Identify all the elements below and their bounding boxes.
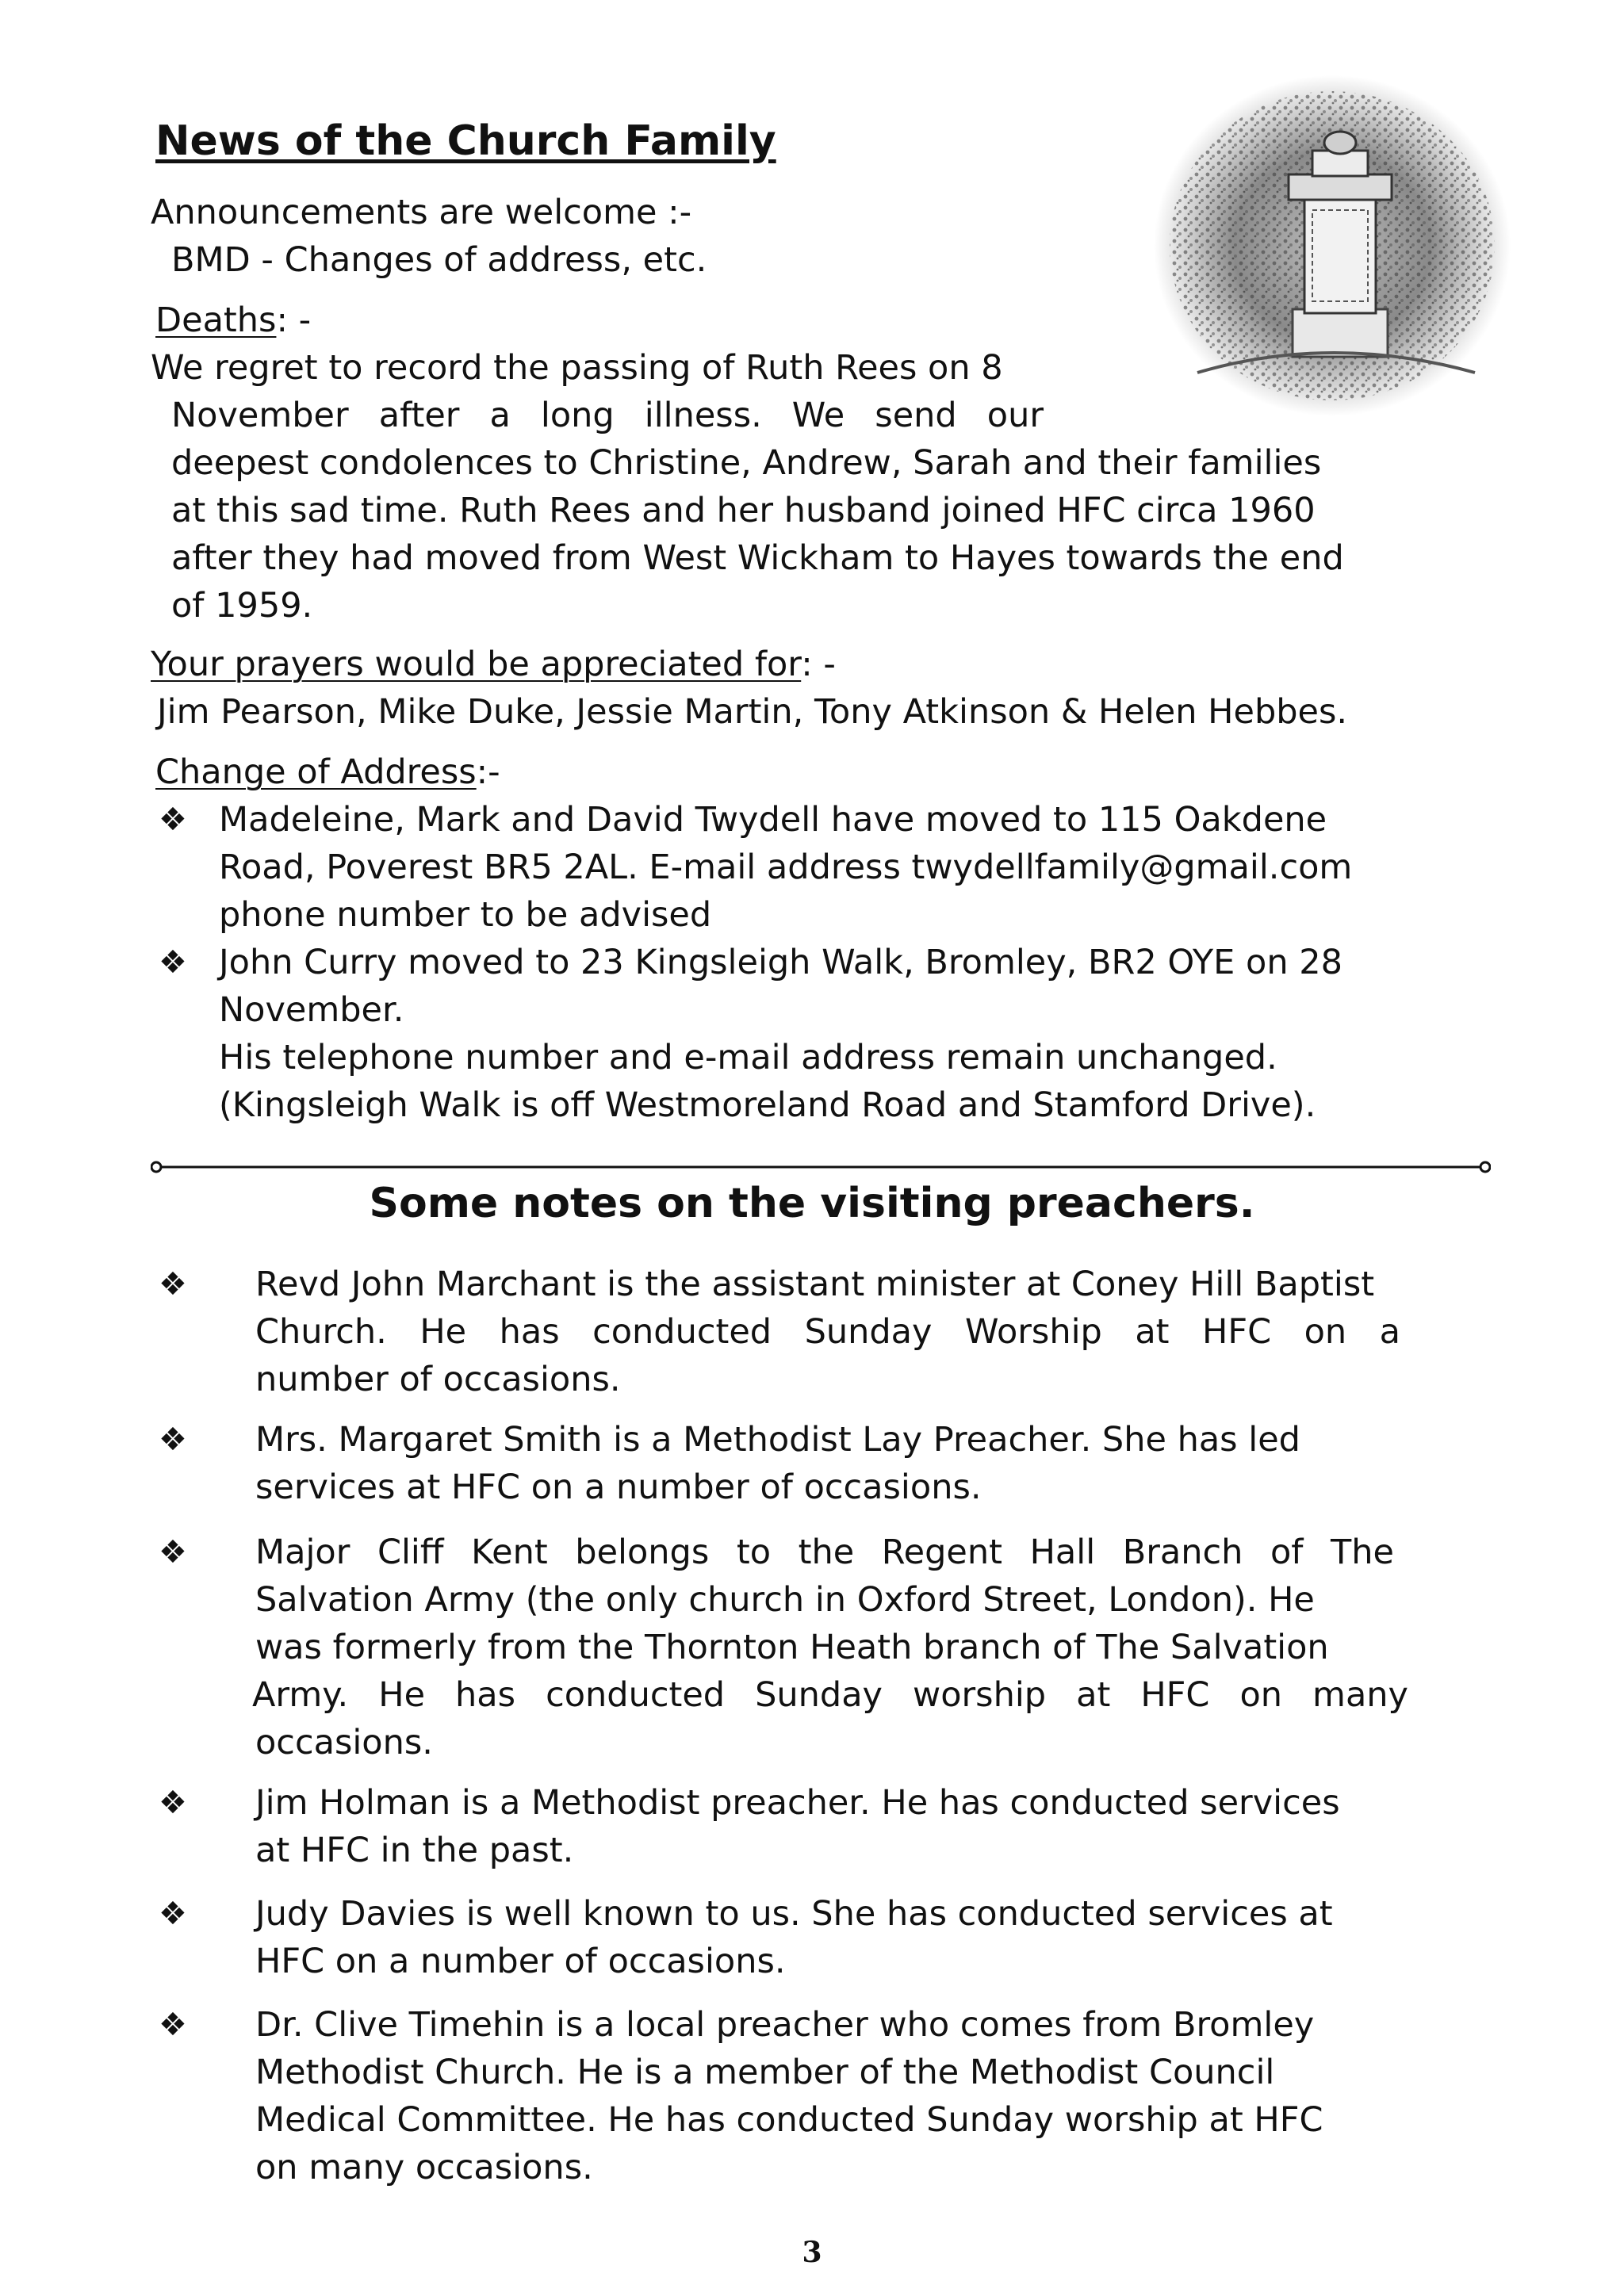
- deaths-line-1: We regret to record the passing of Ruth Rees on 8: [151, 348, 1003, 388]
- preacher-6-line-3: Medical Committee. He has conducted Sunday worship at HFC: [255, 2100, 1323, 2140]
- deaths-line-4: at this sad time. Ruth Rees and her husband joined HFC circa 1960: [171, 491, 1316, 530]
- address-item-2-line-3: His telephone number and e-mail address remain unchanged.: [219, 1038, 1277, 1077]
- preacher-2-line-1: Mrs. Margaret Smith is a Methodist Lay Preacher. She has led: [255, 1420, 1300, 1460]
- page-number: 3: [802, 2236, 822, 2269]
- preacher-1-line-2: Church. He has conducted Sunday Worship at HFC on a: [255, 1312, 1400, 1352]
- prayers-suffix: : -: [801, 645, 836, 684]
- page-title: News of the Church Family: [155, 117, 776, 165]
- preacher-3-line-4: Army. He has conducted Sunday worship at HFC on many: [252, 1675, 1408, 1715]
- preacher-6-line-2: Methodist Church. He is a member of the Methodist Council: [255, 2053, 1275, 2092]
- prayers-label: Your prayers would be appreciated for: [151, 645, 802, 684]
- preacher-2-line-2: services at HFC on a number of occasions.: [255, 1468, 982, 1507]
- deaths-line-5: after they had moved from West Wickham to Hayes towards the end: [171, 538, 1344, 578]
- church-font-illustration: [1150, 71, 1515, 420]
- bullet-icon: ❖: [159, 1896, 187, 1932]
- preacher-5-line-2: HFC on a number of occasions.: [255, 1942, 786, 1981]
- prayers-names: Jim Pearson, Mike Duke, Jessie Martin, Tony Atkinson & Helen Hebbes.: [157, 692, 1348, 732]
- section-divider: [151, 1159, 1491, 1175]
- preacher-3-line-3: was formerly from the Thornton Heath branch of The Salvation: [255, 1628, 1329, 1667]
- prayers-heading: [151, 641, 836, 688]
- address-suffix: :-: [476, 752, 500, 792]
- address-item-1-line-2: Road, Poverest BR5 2AL. E-mail address twydellfamily@gmail.com: [219, 848, 1353, 887]
- preacher-1-line-1: Revd John Marchant is the assistant minister at Coney Hill Baptist: [255, 1265, 1375, 1304]
- preacher-3-line-5: occasions.: [255, 1723, 433, 1762]
- bullet-icon: ❖: [159, 2007, 187, 2043]
- address-item-2-line-1: John Curry moved to 23 Kingsleigh Walk, Bromley, BR2 OYE on 28: [219, 943, 1342, 982]
- announcements-line-2: BMD - Changes of address, etc.: [171, 240, 707, 280]
- preacher-6-line-4: on many occasions.: [255, 2148, 593, 2187]
- deaths-heading: [155, 297, 311, 344]
- address-item-2-line-2: November.: [219, 990, 404, 1030]
- deaths-line-3: deepest condolences to Christine, Andrew, Sarah and their families: [171, 443, 1322, 483]
- bullet-icon: ❖: [159, 1534, 187, 1571]
- deaths-suffix: : -: [276, 300, 312, 340]
- address-item-2-line-4: (Kingsleigh Walk is off Westmoreland Road and Stamford Drive).: [219, 1085, 1316, 1125]
- preacher-1-line-3: number of occasions.: [255, 1360, 621, 1399]
- preacher-4-line-2: at HFC in the past.: [255, 1831, 574, 1870]
- bullet-icon: ❖: [159, 944, 187, 981]
- address-item-1-line-1: Madeleine, Mark and David Twydell have moved to 115 Oakdene: [219, 800, 1327, 840]
- preacher-4-line-1: Jim Holman is a Methodist preacher. He has conducted services: [255, 1783, 1340, 1823]
- announcements-line-1: Announcements are welcome :-: [151, 193, 692, 232]
- preacher-3-line-1: Major Cliff Kent belongs to the Regent Hall Branch of The: [255, 1533, 1394, 1572]
- address-heading: [155, 748, 500, 796]
- preacher-5-line-1: Judy Davies is well known to us. She has conducted services at: [255, 1894, 1333, 1934]
- preacher-3-line-2: Salvation Army (the only church in Oxford Street, London). He: [255, 1580, 1315, 1620]
- bullet-icon: ❖: [159, 1266, 187, 1303]
- address-label: Change of Address: [155, 752, 477, 792]
- deaths-line-6: of 1959.: [171, 586, 313, 626]
- preachers-title: Some notes on the visiting preachers.: [369, 1180, 1255, 1227]
- deaths-line-2: November after a long illness. We send our: [171, 396, 1044, 435]
- bullet-icon: ❖: [159, 1422, 187, 1458]
- address-item-1-line-3: phone number to be advised: [219, 895, 712, 935]
- preacher-6-line-1: Dr. Clive Timehin is a local preacher who comes from Bromley: [255, 2005, 1315, 2045]
- deaths-label: Deaths: [155, 300, 277, 340]
- bullet-icon: ❖: [159, 1785, 187, 1821]
- bullet-icon: ❖: [159, 802, 187, 838]
